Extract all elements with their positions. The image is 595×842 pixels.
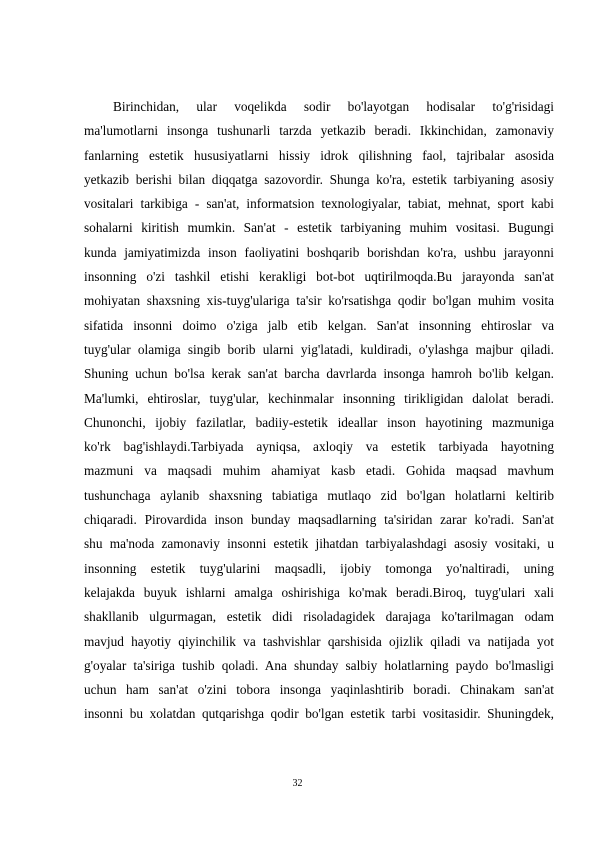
text-line: ko'rk bag'ishlaydi.Tarbiyada ayniqsa, axloqiy va estetik tarbiyada hayotning [84, 439, 554, 455]
text-line: shakllanib ulgurmagan, estetik didi risoladagidek darajaga ko'tarilmagan odam [84, 609, 554, 625]
text-line: Birinchidan, ular voqelikda sodir bo'layotgan hodisalar to'g'risidagi [113, 99, 554, 114]
text-line: kunda jamiyatimizda inson faoliyatini boshqarib borishdan ko'ra, ushbu jarayonni [84, 244, 554, 260]
text-line: insonning o'zi tashkil etishi kerakligi bot-bot uqtirilmoqda.Bu jarayonda san'at [84, 269, 554, 285]
text-line: Shuning uchun bo'lsa kerak san'at barcha davrlarda insonga hamroh bo'lib kelgan. [84, 366, 554, 382]
text-line: chiqaradi. Pirovardida inson bunday maqsadlarning ta'siridan zarar ko'radi. San'at [84, 512, 554, 528]
text-line: vositalari tarkibiga - san'at, informatsion texnologiyalar, tabiat, mehnat, sport kabi [84, 196, 554, 212]
text-line: mohiyatan shaxsning xis-tuyg'ulariga ta'sir ko'rsatishga qodir bo'lgan muhim vosita [84, 293, 554, 309]
text-line: g'oyalar ta'siriga tushib qoladi. Ana shunday salbiy holatlarning paydo bo'lmasligi [84, 657, 554, 673]
text-line: shu ma'noda zamonaviy insonni estetik jihatdan tarbiyalashdagi asosiy vositaki, u [84, 536, 554, 552]
text-line: mavjud hayotiy qiyinchilik va tashvishlar qarshisida ojizlik qiladi va natijada yot [84, 633, 554, 649]
text-line: fanlarning estetik hususiyatlarni hissiy idrok qilishning faol, tajribalar asosida [84, 147, 554, 163]
text-line: yetkazib berishi bilan diqqatga sazovordir. Shunga ko'ra, estetik tarbiyaning asosiy [84, 171, 554, 187]
text-line: sohalarni kiritish mumkin. San'at - estetik tarbiyaning muhim vositasi. Bugungi [84, 220, 554, 236]
text-line: mazmuni va maqsadi muhim ahamiyat kasb etadi. Gohida maqsad mavhum [84, 463, 554, 479]
page-number: 32 [292, 778, 303, 789]
text-line: insonning estetik tuyg'ularini maqsadli, ijobiy tomonga yo'naltiradi, uning [84, 560, 554, 576]
text-line: uchun ham san'at o'zini tobora insonga yaqinlashtirib boradi. Chinakam san'at [84, 682, 554, 698]
text-line: Chunonchi, ijobiy fazilatlar, badiiy-estetik ideallar inson hayotining mazmuniga [84, 414, 554, 430]
body-paragraph [84, 95, 554, 727]
text-line: tushunchaga aylanib shaxsning tabiatiga mutlaqo zid bo'lgan holatlarni keltirib [84, 487, 554, 503]
text-line: tuyg'ular olamiga singib borib ularni yig'latadi, kuldiradi, o'ylashga majbur qiladi. [84, 341, 554, 357]
text-line: ma'lumotlarni insonga tushunarli tarzda yetkazib beradi. Ikkinchidan, zamonaviy [84, 123, 554, 139]
text-line: kelajakda buyuk ishlarni amalga oshirishiga ko'mak beradi.Biroq, tuyg'ulari xali [84, 584, 554, 600]
text-line: sifatida insonni doimo o'ziga jalb etib kelgan. San'at insonning ehtiroslar va [84, 317, 554, 333]
text-line: Ma'lumki, ehtiroslar, tuyg'ular, kechinmalar insonning tirikligidan dalolat beradi. [84, 390, 554, 406]
text-line: insonni bu xolatdan qutqarishga qodir bo'lgan estetik tarbi vositasidir. Shuningdek, [84, 706, 554, 722]
